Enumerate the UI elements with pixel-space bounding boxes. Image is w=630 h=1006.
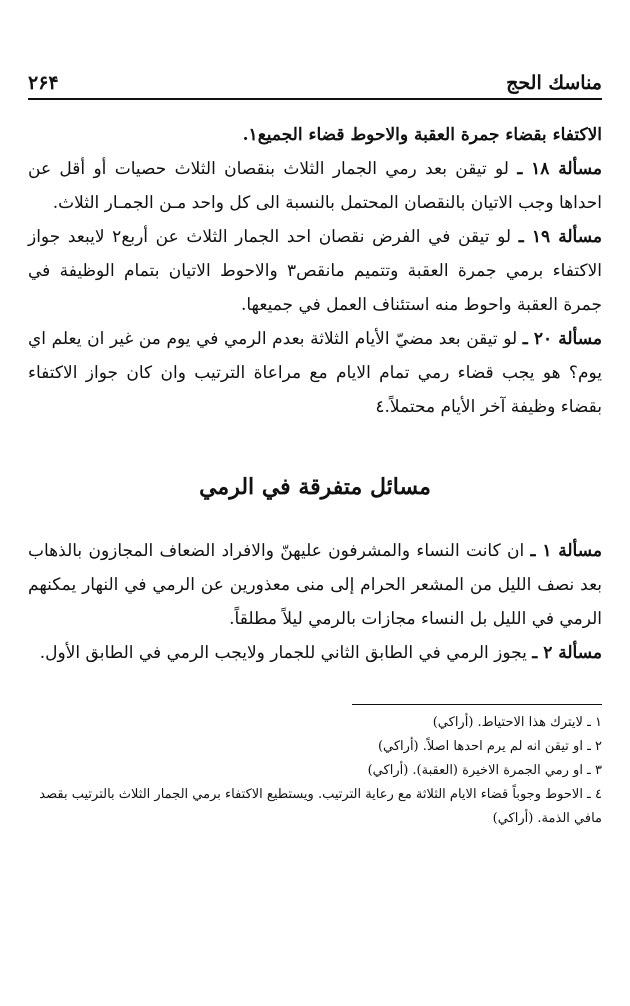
section-issue-2-label: مسألة ٢ ـ: [532, 643, 602, 663]
header-rule: [28, 98, 602, 100]
footnote-2: ٢ ـ او تيقن انه لم يرم احدها اصلاً. (أراكي): [377, 739, 602, 754]
footnote-3: ٣ ـ او رمي الجمرة الاخيرة (العقبة). (أراكي): [367, 763, 602, 778]
section-issue-1-text: ان كانت النساء والمشرفون عليهنّ والافراد الضعاف المجازون بالذهاب بعد نصف الليل من المشعر الحرام إلى منى معذورين عن الرمي في النهار يمكنهم الرمي في الليل بل النساء مجازات بالرمي ليلاً مطلقاً.: [28, 541, 602, 629]
footnote-1: ١ ـ لايترك هذا الاحتياط. (أراكي): [432, 715, 602, 730]
issue-20-label: مسألة ٢٠ ـ: [522, 329, 602, 349]
footnote-rule: [352, 704, 602, 705]
section-heading: مسائل متفرقة في الرمي: [199, 474, 431, 500]
issue-19-label: مسألة ١٩ ـ: [518, 227, 603, 247]
issue-18-text: لو تيقن بعد رمي الجمار الثلاث بنقصان الثلاث حصيات أو أقل عن احداها وجب الاتيان بالنقصان المحتمل بالنسبة الى كل واحد مـن الجمـار الثلاث.: [28, 159, 602, 213]
section-issue-2-text: يجوز الرمي في الطابق الثاني للجمار ولايجب الرمي في الطابق الأول.: [39, 643, 527, 663]
running-title: مناسك الحج: [506, 72, 602, 94]
paragraph-continuation: [28, 118, 602, 152]
issue-19-paragraph: [28, 220, 602, 322]
footnote-4: ٤ ـ الاحوط وجوباً قضاء الايام الثلاثة مع رعاية الترتيب. ويستطيع الاكتفاء برمي الجمار الثلاث بالترتيب بقصد مافي الذمة. (أراكي): [39, 787, 602, 826]
issue-18-paragraph: [28, 152, 602, 220]
issue-18-label: مسألة ١٨ ـ: [517, 159, 602, 179]
running-head: [28, 60, 602, 94]
section-issue-2-paragraph: [28, 636, 602, 670]
page-number: ۲۶۴: [28, 72, 59, 94]
book-page: [28, 60, 602, 831]
issue-19-text: لو تيقن في الفرض نقصان احد الجمار الثلاث عن أربع٢ لايبعد جواز الاكتفاء برمي جمرة العقبة وتتميم مانقص٣ والاحوط الاتيان بتمام الوظيفة في جمرة العقبة واحوط منه استئناف العمل في جميعها.: [28, 227, 602, 315]
paragraph-text: الاكتفاء بقضاء جمرة العقبة والاحوط قضاء الجميع١.: [242, 125, 602, 145]
section-issue-1-label: مسألة ١ ـ: [530, 541, 603, 561]
issue-20-paragraph: [28, 322, 602, 424]
issue-20-text: لو تيقن بعد مضيّ الأيام الثلاثة بعدم الرمي في يوم من غير ان يعلم اي يوم؟ هو يجب قضاء رمي تمام الايام مع مراعاة الترتيب وان كان جواز الاكتفاء بقضاء وظيفة آخر الأيام محتملاً.٤: [28, 329, 602, 417]
section-issue-1-paragraph: [28, 534, 602, 636]
